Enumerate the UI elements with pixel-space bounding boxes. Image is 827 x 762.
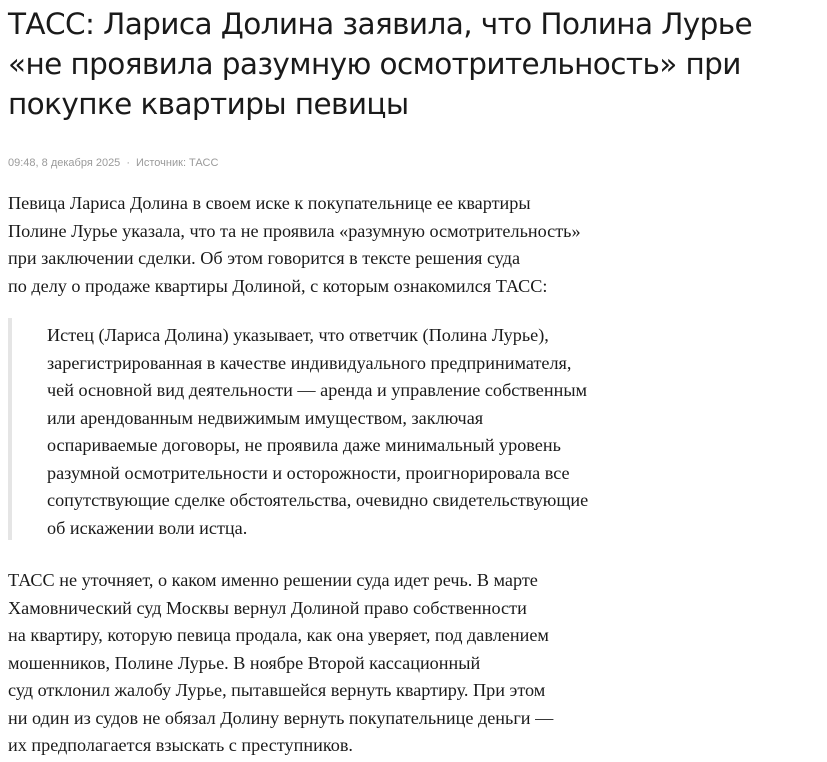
paragraph-line: Хамовнический суд Москвы вернул Долиной право собственности [8, 597, 527, 618]
article-source: Источник: ТАСС [135, 157, 219, 169]
meta-separator: · [126, 157, 130, 169]
paragraph-line: Певица Лариса Долина в своем иске к покупательнице ее квартиры [8, 193, 531, 213]
headline-line: ТАСС: Лариса Долина заявила, что Полина Лурье [8, 7, 753, 41]
quote-line: об искажении воли истца. [47, 517, 248, 538]
headline-line: покупке квартиры певицы [8, 87, 409, 121]
paragraph-line: Полине Лурье указала, что та не проявила «разумную осмотрительность» [8, 220, 581, 241]
paragraph-line: суд отклонил жалобу Лурье, пытавшейся вернуть квартиру. При этом [8, 680, 546, 700]
paragraph-line: их предполагается взыскать с преступников. [8, 735, 353, 755]
quote-line: или арендованным недвижимым имуществом, заключая [47, 407, 484, 428]
quote-line: чей основной вид деятельности — аренда и управление собственным [47, 380, 588, 400]
article-meta [8, 156, 218, 170]
quote-line: сопутствующие сделке обстоятельства, очевидно свидетельствующие [47, 490, 589, 510]
publish-datetime: 09:48, 8 декабря 2025 [8, 157, 121, 169]
quote-line: оспариваемые договоры, не проявила даже минимальный уровень [47, 435, 561, 455]
quote-line: разумной осмотрительности и осторожности, проигнорировала все [47, 462, 570, 483]
article-blockquote [8, 318, 588, 540]
article-headline [8, 0, 820, 124]
quote-line: Истец (Лариса Долина) указывает, что ответчик (Полина Лурье), [47, 325, 549, 345]
paragraph-line: при заключении сделки. Об этом говорится в тексте решения суда [8, 248, 521, 268]
paragraph-line: по делу о продаже квартиры Долиной, с которым ознакомился ТАСС: [8, 275, 548, 296]
headline-line: «не проявила разумную осмотрительность» при [8, 47, 741, 81]
paragraph-line: на квартиру, которую певица продала, как она уверяет, под давлением [8, 625, 549, 645]
quote-text [47, 322, 588, 542]
article-paragraph-2 [8, 567, 553, 760]
news-article [8, 0, 820, 755]
paragraph-line: ТАСС не уточняет, о каком именно решении суда идет речь. В марте [8, 570, 538, 590]
paragraph-line: ни один из судов не обязал Долину вернуть покупательнице деньги — [8, 707, 554, 728]
paragraph-line: мошенников, Полине Лурье. В ноябре Второй кассационный [8, 652, 481, 673]
quote-line: зарегистрированная в качестве индивидуального предпринимателя, [47, 352, 572, 373]
article-paragraph-1 [8, 190, 581, 300]
